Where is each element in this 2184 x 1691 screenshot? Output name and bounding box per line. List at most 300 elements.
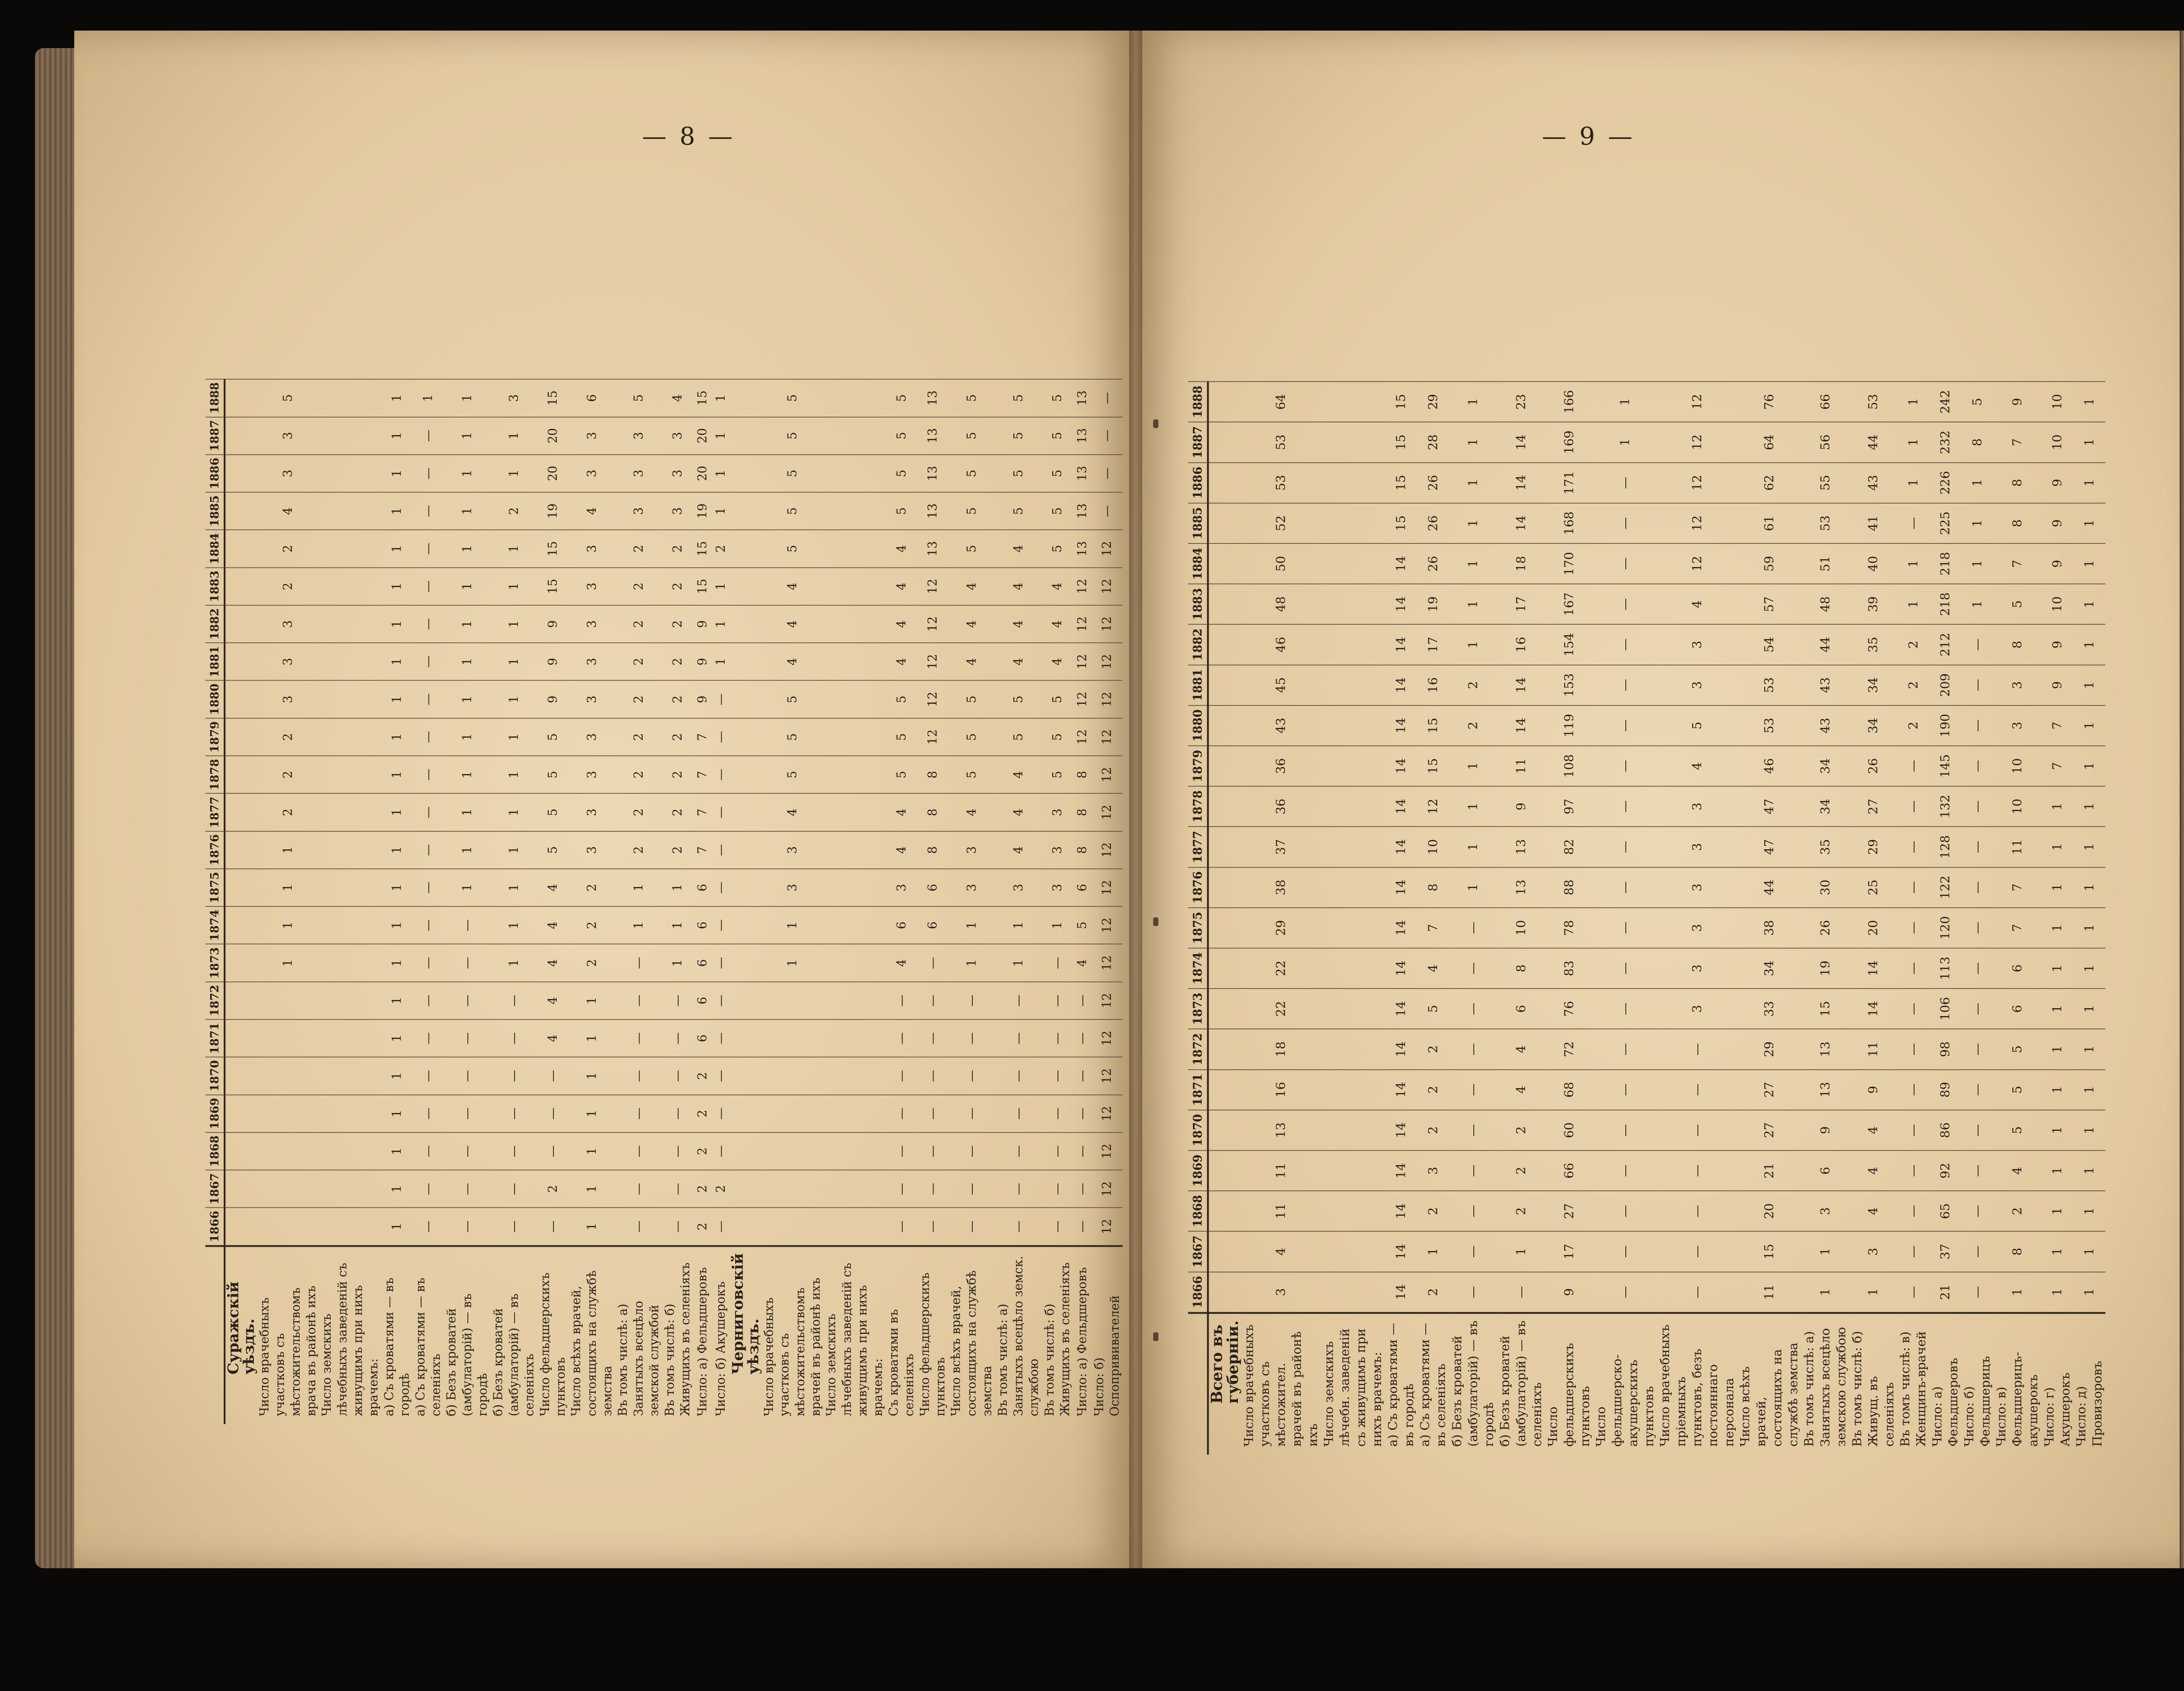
table-cell bbox=[823, 455, 886, 492]
table-cell: 15 bbox=[1737, 1231, 1801, 1272]
table-cell: 3 bbox=[995, 869, 1042, 906]
table-cell: 8 bbox=[1961, 422, 1993, 463]
table-cell: 1 bbox=[712, 455, 730, 492]
table-cell: — bbox=[712, 1057, 730, 1095]
table-cell: 1 bbox=[712, 567, 730, 605]
table-cell: 212 bbox=[1929, 624, 1961, 665]
table-cell: 27 bbox=[1849, 786, 1897, 827]
table-cell: 3 bbox=[1042, 831, 1073, 869]
table-cell bbox=[225, 417, 256, 454]
table-cell: 2 bbox=[1897, 624, 1929, 665]
year-header: 1871 bbox=[1188, 1069, 1208, 1110]
table-cell bbox=[1321, 827, 1385, 868]
table-cell: 154 bbox=[1545, 624, 1593, 665]
table-cell: — bbox=[1961, 786, 1993, 827]
table-cell: 14 bbox=[1385, 543, 1417, 584]
table-cell: 2 bbox=[662, 718, 693, 756]
table-cell: 3 bbox=[761, 831, 824, 869]
table-cell: — bbox=[1449, 989, 1497, 1029]
table-cell: 25 bbox=[1849, 867, 1897, 908]
table-cell: — bbox=[917, 1170, 948, 1208]
table-cell bbox=[730, 417, 761, 454]
table-cell: 6 bbox=[1993, 989, 2041, 1029]
table-cell: 14 bbox=[1497, 422, 1545, 463]
table-cell: 190 bbox=[1929, 705, 1961, 746]
table-cell: 2 bbox=[257, 718, 319, 756]
table-cell: 4 bbox=[537, 869, 568, 906]
table-cell: 5 bbox=[1657, 705, 1737, 746]
table-row bbox=[257, 379, 319, 1424]
table-cell: 132 bbox=[1929, 786, 1961, 827]
table-cell: 2 bbox=[615, 530, 662, 567]
table-cell: 1 bbox=[1897, 381, 1929, 422]
table-cell: 15 bbox=[693, 567, 712, 605]
table-row bbox=[1321, 381, 1385, 1455]
year-header: 1884 bbox=[205, 530, 225, 567]
table-cell: 47 bbox=[1737, 786, 1801, 827]
table-cell: 1 bbox=[1593, 381, 1657, 422]
table-cell: — bbox=[886, 1020, 917, 1057]
row-label: Число: б) Акушерокъ bbox=[712, 1246, 730, 1424]
table-cell: 153 bbox=[1545, 665, 1593, 705]
table-cell: 2 bbox=[1417, 1069, 1449, 1110]
table-cell: 14 bbox=[1385, 1151, 1417, 1191]
table-cell: 27 bbox=[1737, 1110, 1801, 1151]
table-cell: 2 bbox=[615, 681, 662, 718]
table-cell: 1 bbox=[491, 793, 537, 831]
table-cell: 14 bbox=[1385, 1029, 1417, 1070]
table-cell: 5 bbox=[948, 492, 995, 530]
table-cell: 3 bbox=[1657, 786, 1737, 827]
table-cell: — bbox=[712, 1132, 730, 1170]
table-cell: 98 bbox=[1929, 1029, 1961, 1070]
table-cell: 3 bbox=[1241, 1272, 1321, 1313]
table-cell: 2 bbox=[1449, 665, 1497, 705]
stitch-mark bbox=[1153, 1332, 1158, 1341]
year-header: 1884 bbox=[1188, 543, 1208, 584]
table-cell: 15 bbox=[1417, 705, 1449, 746]
table-cell: 51 bbox=[1801, 543, 1849, 584]
table-cell: 3 bbox=[568, 756, 615, 793]
table-cell: 14 bbox=[1385, 827, 1417, 868]
table-cell: 3 bbox=[1042, 869, 1073, 906]
table-cell: — bbox=[1593, 503, 1657, 543]
table-cell: — bbox=[662, 1020, 693, 1057]
year-header: 1888 bbox=[1188, 381, 1208, 422]
table-cell: 1 bbox=[444, 681, 491, 718]
table-cell: 7 bbox=[1993, 422, 2041, 463]
table-cell: 3 bbox=[257, 455, 319, 492]
table-cell bbox=[225, 530, 256, 567]
table-cell: 4 bbox=[568, 492, 615, 530]
table-cell: — bbox=[712, 1208, 730, 1246]
table-cell: 1 bbox=[2073, 665, 2105, 705]
table-cell: 34 bbox=[1737, 948, 1801, 989]
table-cell: 14 bbox=[1385, 705, 1417, 746]
table-cell: 5 bbox=[886, 681, 917, 718]
table-cell: — bbox=[1961, 1069, 1993, 1110]
table-cell bbox=[319, 756, 381, 793]
table-cell bbox=[225, 1208, 256, 1246]
table-cell: 1 bbox=[1897, 543, 1929, 584]
table-cell: 1 bbox=[761, 906, 824, 944]
table-cell: 1 bbox=[381, 681, 412, 718]
table-cell: — bbox=[413, 1057, 444, 1095]
table-cell: — bbox=[537, 1095, 568, 1132]
table-cell: 119 bbox=[1545, 705, 1593, 746]
table-cell: 12 bbox=[1657, 463, 1737, 503]
table-cell: 12 bbox=[1657, 543, 1737, 584]
table-cell: 1 bbox=[2073, 989, 2105, 1029]
table-cell: — bbox=[995, 1132, 1042, 1170]
table-cell bbox=[823, 379, 886, 417]
table-cell: 13 bbox=[1073, 379, 1091, 417]
table-cell bbox=[319, 530, 381, 567]
table-cell: 4 bbox=[1657, 584, 1737, 625]
table-cell: 19 bbox=[693, 492, 712, 530]
row-label: Съ кроватями въ селеніяхъ bbox=[886, 1246, 917, 1424]
table-cell: 12 bbox=[1092, 1057, 1123, 1095]
table-cell: 9 bbox=[537, 605, 568, 643]
table-cell: — bbox=[413, 831, 444, 869]
table-cell: 13 bbox=[917, 455, 948, 492]
table-cell: 47 bbox=[1737, 827, 1801, 868]
table-cell: — bbox=[1897, 1151, 1929, 1191]
table-cell: — bbox=[712, 944, 730, 982]
table-cell bbox=[1321, 705, 1385, 746]
table-cell: — bbox=[712, 756, 730, 793]
table-cell: 1 bbox=[381, 530, 412, 567]
table-row bbox=[1737, 381, 1801, 1455]
table-cell: 171 bbox=[1545, 463, 1593, 503]
table-cell: 38 bbox=[1241, 867, 1321, 908]
table-cell bbox=[1208, 989, 1241, 1029]
table-cell: 12 bbox=[1092, 831, 1123, 869]
table-cell: 1 bbox=[2073, 1029, 2105, 1070]
table-cell: — bbox=[1073, 1020, 1091, 1057]
table-cell: 22 bbox=[1241, 989, 1321, 1029]
table-cell: 12 bbox=[917, 718, 948, 756]
table-cell: — bbox=[444, 1095, 491, 1132]
table-row bbox=[995, 379, 1042, 1424]
table-cell: 1 bbox=[381, 605, 412, 643]
table-cell: 14 bbox=[1385, 908, 1417, 948]
table-cell: 86 bbox=[1929, 1110, 1961, 1151]
table-cell: 3 bbox=[615, 455, 662, 492]
table-cell bbox=[1208, 1029, 1241, 1070]
table-cell: — bbox=[413, 605, 444, 643]
table-row bbox=[568, 379, 615, 1424]
table-cell: 2 bbox=[615, 831, 662, 869]
table-cell: 1 bbox=[1417, 1231, 1449, 1272]
table-cell: 4 bbox=[995, 793, 1042, 831]
table-cell: 12 bbox=[1092, 906, 1123, 944]
table-cell: 3 bbox=[568, 681, 615, 718]
table-cell bbox=[225, 1170, 256, 1208]
table-cell: 1 bbox=[1449, 422, 1497, 463]
table-cell: 218 bbox=[1929, 543, 1961, 584]
table-cell: — bbox=[1961, 1151, 1993, 1191]
table-cell: 10 bbox=[1993, 786, 2041, 827]
table-cell: 4 bbox=[995, 831, 1042, 869]
table-cell: 9 bbox=[1993, 381, 2041, 422]
table-cell: — bbox=[917, 1208, 948, 1246]
table-cell: 1 bbox=[615, 869, 662, 906]
year-header: 1875 bbox=[205, 869, 225, 906]
table-cell: 43 bbox=[1849, 463, 1897, 503]
table-cell: 113 bbox=[1929, 948, 1961, 989]
table-cell: 1 bbox=[381, 869, 412, 906]
table-cell: 37 bbox=[1929, 1231, 1961, 1272]
table-cell: 53 bbox=[1801, 503, 1849, 543]
table-cell bbox=[225, 831, 256, 869]
year-header: 1870 bbox=[1188, 1110, 1208, 1151]
table-cell: — bbox=[1593, 463, 1657, 503]
table-cell: 1 bbox=[1449, 827, 1497, 868]
table-cell bbox=[730, 906, 761, 944]
table-cell: 1 bbox=[2073, 1110, 2105, 1151]
year-header: 1873 bbox=[1188, 989, 1208, 1029]
table-cell: 1 bbox=[381, 1095, 412, 1132]
table-cell: 66 bbox=[1801, 381, 1849, 422]
table-cell: — bbox=[413, 567, 444, 605]
table-cell: — bbox=[886, 1132, 917, 1170]
table-cell: 1 bbox=[1801, 1231, 1849, 1272]
table-cell bbox=[1208, 381, 1241, 422]
table-cell: 28 bbox=[1417, 422, 1449, 463]
table-cell bbox=[319, 1020, 381, 1057]
table-cell bbox=[730, 530, 761, 567]
table-row bbox=[1993, 381, 2041, 1455]
table-cell: 9 bbox=[1545, 1272, 1593, 1313]
table-cell: 41 bbox=[1849, 503, 1897, 543]
table-cell: 1 bbox=[2041, 948, 2073, 989]
table-cell: 2 bbox=[662, 567, 693, 605]
table-row bbox=[1073, 379, 1091, 1424]
table-cell: — bbox=[1593, 584, 1657, 625]
table-cell: 11 bbox=[1497, 746, 1545, 786]
table-cell: — bbox=[1961, 948, 1993, 989]
table-cell: 5 bbox=[537, 756, 568, 793]
year-header: 1869 bbox=[205, 1095, 225, 1132]
table-cell bbox=[319, 643, 381, 681]
table-cell: 27 bbox=[1545, 1191, 1593, 1231]
row-label: б) Безъ кроватей (амбулаторій) — въ селеніяхъ bbox=[1497, 1313, 1545, 1455]
table-cell: 11 bbox=[1241, 1191, 1321, 1231]
table-cell bbox=[823, 869, 886, 906]
table-cell: 1 bbox=[2073, 705, 2105, 746]
table-cell: 2 bbox=[693, 1057, 712, 1095]
row-label: Число: б) Оспопрививателей bbox=[1092, 1246, 1123, 1424]
table-cell: 5 bbox=[1042, 681, 1073, 718]
table-cell: 5 bbox=[1042, 379, 1073, 417]
year-header: 1887 bbox=[1188, 422, 1208, 463]
table-cell: — bbox=[444, 1208, 491, 1246]
table-cell bbox=[319, 1208, 381, 1246]
table-cell: 14 bbox=[1385, 867, 1417, 908]
table-cell: — bbox=[1897, 786, 1929, 827]
table-cell: 3 bbox=[568, 455, 615, 492]
table-cell: — bbox=[491, 1095, 537, 1132]
table-cell: 48 bbox=[1801, 584, 1849, 625]
table-cell: 11 bbox=[1241, 1151, 1321, 1191]
table-cell: 43 bbox=[1801, 705, 1849, 746]
stitch-mark bbox=[1153, 419, 1158, 428]
table-cell: 2 bbox=[1449, 705, 1497, 746]
table-cell: 1 bbox=[257, 869, 319, 906]
table-cell: 1 bbox=[1897, 422, 1929, 463]
table-cell: — bbox=[1657, 1272, 1737, 1313]
year-header: 1874 bbox=[205, 906, 225, 944]
table-cell: 3 bbox=[1993, 705, 2041, 746]
table-cell: — bbox=[615, 982, 662, 1020]
table-cell: — bbox=[1593, 1272, 1657, 1313]
table-cell: — bbox=[1593, 948, 1657, 989]
table-cell: 242 bbox=[1929, 381, 1961, 422]
table-cell: 12 bbox=[1092, 869, 1123, 906]
table-cell: 4 bbox=[662, 379, 693, 417]
table-cell: 5 bbox=[948, 530, 995, 567]
row-label: Число врачебныхъ участковъ съ мѣстожительствомъ врачей въ районѣ ихъ bbox=[761, 1246, 824, 1424]
table-cell: 9 bbox=[2041, 665, 2073, 705]
table-cell: 1 bbox=[2073, 543, 2105, 584]
table-cell: 15 bbox=[1801, 989, 1849, 1029]
table-cell: 15 bbox=[537, 567, 568, 605]
table-cell: 10 bbox=[2041, 422, 2073, 463]
table-cell: — bbox=[1593, 786, 1657, 827]
table-cell: 15 bbox=[1417, 746, 1449, 786]
table-cell: 18 bbox=[1497, 543, 1545, 584]
table-cell: 1 bbox=[381, 567, 412, 605]
table-cell: — bbox=[413, 1095, 444, 1132]
table-cell: — bbox=[1593, 746, 1657, 786]
table-cell: 1 bbox=[2073, 948, 2105, 989]
table-cell: 1 bbox=[1449, 381, 1497, 422]
table-cell: — bbox=[1042, 1208, 1073, 1246]
table-cell: 1 bbox=[615, 906, 662, 944]
table-cell: 14 bbox=[1385, 665, 1417, 705]
table-cell: 1 bbox=[2041, 1231, 2073, 1272]
table-cell: 9 bbox=[2041, 463, 2073, 503]
table-cell bbox=[257, 1020, 319, 1057]
table-cell: — bbox=[1897, 1231, 1929, 1272]
table-cell: 44 bbox=[1849, 422, 1897, 463]
year-header: 1879 bbox=[205, 718, 225, 756]
table-cell: 120 bbox=[1929, 908, 1961, 948]
table-cell: 4 bbox=[537, 1020, 568, 1057]
table-cell bbox=[319, 831, 381, 869]
table-cell: 43 bbox=[1801, 665, 1849, 705]
table-cell: 1 bbox=[1449, 543, 1497, 584]
table-cell bbox=[319, 567, 381, 605]
table-cell: — bbox=[1961, 624, 1993, 665]
table-cell: 7 bbox=[2041, 705, 2073, 746]
table-cell: 1 bbox=[381, 643, 412, 681]
table-cell: — bbox=[1961, 746, 1993, 786]
table-row bbox=[761, 379, 824, 1424]
table-cell: 4 bbox=[537, 982, 568, 1020]
table-cell: 1 bbox=[444, 756, 491, 793]
year-header: 1883 bbox=[1188, 584, 1208, 625]
table-cell: 2 bbox=[712, 1170, 730, 1208]
table-row bbox=[1849, 381, 1897, 1455]
table-cell: 12 bbox=[1092, 643, 1123, 681]
table-cell: 4 bbox=[1497, 1069, 1545, 1110]
table-cell: 3 bbox=[1657, 989, 1737, 1029]
table-cell: — bbox=[1449, 1029, 1497, 1070]
table-cell: 13 bbox=[917, 530, 948, 567]
table-cell: 43 bbox=[1241, 705, 1321, 746]
table-cell: — bbox=[444, 1020, 491, 1057]
table-cell: 59 bbox=[1737, 543, 1801, 584]
table-cell: 9 bbox=[693, 643, 712, 681]
table-cell: — bbox=[1593, 665, 1657, 705]
table-cell: 5 bbox=[948, 718, 995, 756]
row-label: Въ томъ числѣ: б) Живущихъ въ селеніяхъ bbox=[1042, 1246, 1073, 1424]
table-cell: 40 bbox=[1849, 543, 1897, 584]
table-cell: 14 bbox=[1385, 1272, 1417, 1313]
table-cell: — bbox=[886, 1208, 917, 1246]
table-cell: 170 bbox=[1545, 543, 1593, 584]
table-cell: 13 bbox=[1073, 455, 1091, 492]
section-heading: Суражскій уѣздъ. bbox=[225, 1246, 256, 1424]
table-cell: 7 bbox=[1993, 543, 2041, 584]
table-cell: 1 bbox=[2073, 422, 2105, 463]
table-cell: — bbox=[1593, 1151, 1657, 1191]
table-cell: 5 bbox=[1042, 718, 1073, 756]
table-cell: — bbox=[917, 944, 948, 982]
table-cell: 8 bbox=[1993, 1231, 2041, 1272]
table-cell: 2 bbox=[568, 944, 615, 982]
table-cell: 12 bbox=[1657, 503, 1737, 543]
table-cell: — bbox=[444, 1057, 491, 1095]
table-cell: 1 bbox=[2073, 503, 2105, 543]
statistics-table-left bbox=[205, 379, 1123, 1424]
table-cell: 3 bbox=[1657, 827, 1737, 868]
table-cell: 57 bbox=[1737, 584, 1801, 625]
table-cell: 15 bbox=[537, 530, 568, 567]
table-cell: 1 bbox=[381, 417, 412, 454]
table-cell: 2 bbox=[615, 756, 662, 793]
row-label: Въ томъ числѣ: а) Занятыхъ всецѣло земск. службою bbox=[995, 1246, 1042, 1424]
table-cell: — bbox=[917, 1057, 948, 1095]
table-cell: 4 bbox=[886, 831, 917, 869]
table-cell: 1 bbox=[2073, 1069, 2105, 1110]
table-cell: 1 bbox=[2041, 827, 2073, 868]
table-cell: 167 bbox=[1545, 584, 1593, 625]
table-cell: 5 bbox=[995, 492, 1042, 530]
table-cell: 5 bbox=[761, 417, 824, 454]
table-cell: — bbox=[712, 831, 730, 869]
table-cell: 3 bbox=[568, 605, 615, 643]
table-cell bbox=[1208, 1191, 1241, 1231]
table-cell: — bbox=[1073, 1132, 1091, 1170]
table-cell: 1 bbox=[1993, 1272, 2041, 1313]
table-cell bbox=[1208, 1110, 1241, 1151]
table-cell: — bbox=[1593, 1110, 1657, 1151]
table-cell: — bbox=[413, 681, 444, 718]
table-cell: — bbox=[615, 1170, 662, 1208]
table-cell: — bbox=[413, 455, 444, 492]
year-header: 1886 bbox=[1188, 463, 1208, 503]
table-cell: 14 bbox=[1849, 989, 1897, 1029]
year-header: 1877 bbox=[205, 793, 225, 831]
table-cell bbox=[1208, 705, 1241, 746]
table-cell: 1 bbox=[381, 793, 412, 831]
row-label: Число фельдшерско-акушерскихъ пунктовъ bbox=[1593, 1313, 1657, 1455]
table-cell: — bbox=[491, 982, 537, 1020]
table-cell bbox=[1321, 624, 1385, 665]
